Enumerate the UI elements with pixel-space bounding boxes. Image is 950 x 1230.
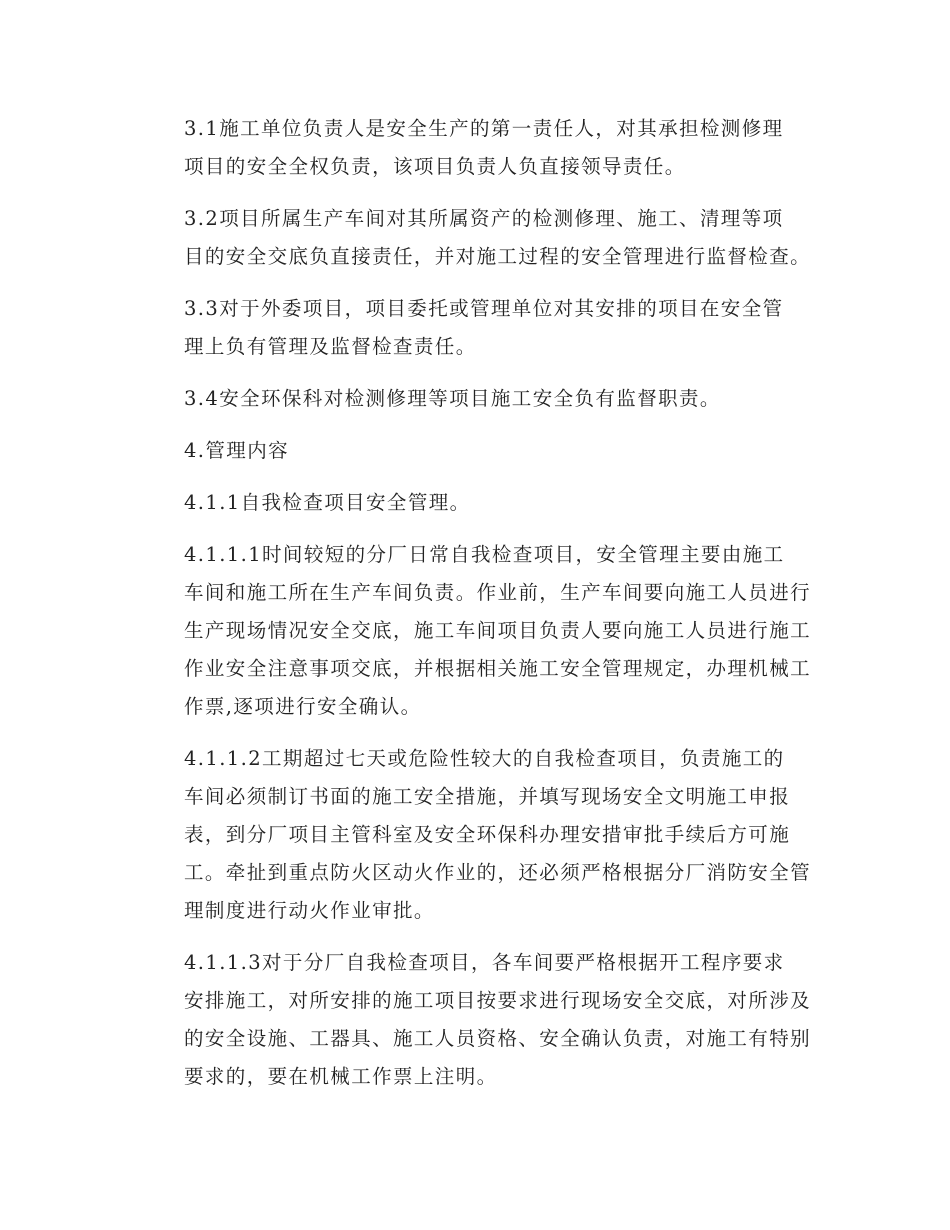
document-body (140, 110, 810, 1110)
text-line: 目的安全交底负直接责任，并对施工过程的安全管理进行监督检查。 (184, 245, 812, 268)
subsection-heading-4-1-1 (140, 484, 810, 522)
paragraph-3-3 (140, 290, 810, 366)
paragraph-3-2 (140, 200, 810, 276)
text-line: 的安全设施、工器具、施工人员资格、安全确认负责，对施工有特别 (184, 1027, 812, 1050)
text-line: 生产现场情况安全交底，施工车间项目负责人要向施工人员进行施工 (184, 619, 812, 642)
text-line: 4.1.1.3对于分厂自我检查项目，各车间要严格根据开工程序要求 (184, 951, 785, 974)
text-line: 3.1施工单位负责人是安全生产的第一责任人，对其承担检测修理 (184, 117, 784, 140)
text-line: 要求的，要在机械工作票上注明。 (184, 1065, 498, 1088)
text-line: 作业安全注意事项交底，并根据相关施工安全管理规定，办理机械工 (184, 657, 812, 680)
text-line: 工。牵扯到重点防火区动火作业的，还必须严格根据分厂消防安全管 (184, 861, 812, 884)
text-line: 4.1.1.2工期超过七天或危险性较大的自我检查项目，负责施工的 (184, 747, 785, 770)
paragraph-4-1-1-2 (140, 740, 810, 930)
text-line: 项目的安全全权负责，该项目负责人负直接领导责任。 (184, 155, 686, 178)
text-line: 3.3对于外委项目，项目委托或管理单位对其安排的项目在安全管 (184, 297, 784, 320)
text-line: 理制度进行动火作业审批。 (184, 899, 435, 922)
text-line: 3.2项目所属生产车间对其所属资产的检测修理、施工、清理等项 (184, 207, 784, 230)
heading-text: 4.1.1自我检查项目安全管理。 (184, 491, 471, 514)
text-line: 安排施工，对所安排的施工项目按要求进行现场安全交底，对所涉及 (184, 989, 812, 1012)
heading-text: 4.管理内容 (184, 439, 290, 462)
paragraph-3-1 (140, 110, 810, 186)
text-line: 3.4安全环保科对检测修理等项目施工安全负有监督职责。 (184, 387, 721, 410)
text-line: 车间和施工所在生产车间负责。作业前，生产车间要向施工人员进行 (184, 581, 812, 604)
section-heading-4 (140, 432, 810, 470)
text-line: 表，到分厂项目主管科室及安全环保科办理安措审批手续后方可施 (184, 823, 791, 846)
text-line: 4.1.1.1时间较短的分厂日常自我检查项目，安全管理主要由施工 (184, 543, 785, 566)
paragraph-4-1-1-1 (140, 536, 810, 726)
paragraph-3-4 (140, 380, 810, 418)
text-line: 理上负有管理及监督检查责任。 (184, 335, 477, 358)
text-line: 车间必须制订书面的施工安全措施，并填写现场安全文明施工申报 (184, 785, 791, 808)
paragraph-4-1-1-3 (140, 944, 810, 1096)
text-line: 作票,逐项进行安全确认。 (184, 695, 422, 718)
